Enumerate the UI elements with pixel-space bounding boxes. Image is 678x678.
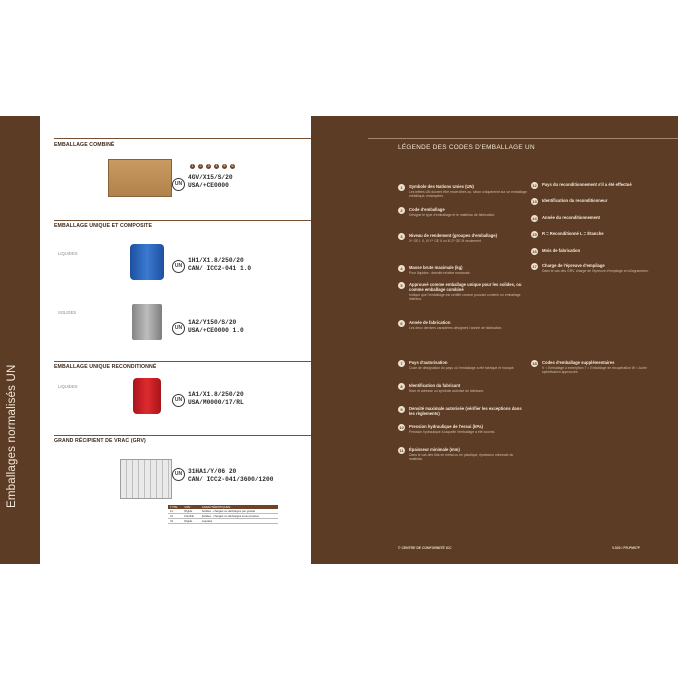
legend-item-title: Charge de l'épreuve d'empilage bbox=[542, 263, 605, 268]
legend-item-title: Approuvé comme emballage unique pour les solides, ou comme emballage combiné bbox=[409, 282, 522, 292]
title-rule bbox=[368, 138, 678, 139]
legend-number-badge: 8 bbox=[398, 383, 405, 390]
legend-item bbox=[398, 207, 528, 217]
subheading-liquids: LIQUIDES bbox=[58, 251, 78, 256]
legend-number-badge: 5 bbox=[398, 282, 405, 289]
section-title-ibc: GRAND RÉCIPIENT DE VRAC (GRV) bbox=[54, 438, 146, 444]
legend-item-title: Année du reconditionnement bbox=[542, 215, 600, 220]
legend-item bbox=[398, 406, 528, 416]
code-line-2: USA/+CE0000 1.0 bbox=[188, 327, 244, 334]
legend-number-badge: 1 bbox=[398, 184, 405, 191]
legend-item-body: Les deux derniers caractères désignent l'année de fabrication. bbox=[409, 326, 503, 330]
legend-item-body: V = Emballage à exemption T = Emballage de récupération W = Autre spécification approuvée. bbox=[542, 366, 647, 375]
footer-copyright: © CENTRE DE CONFORMITÉ ICC bbox=[398, 546, 452, 550]
legend-title: LÉGENDE DES CODES D'EMBALLAGE UN bbox=[398, 144, 535, 151]
legend-number-badge: 18 bbox=[532, 361, 537, 366]
legend-item-body: X* GE I, II, III Y* GE II ou III Z* GE III seulement bbox=[409, 239, 481, 243]
ibc-tote-image bbox=[120, 459, 172, 499]
section-divider bbox=[54, 435, 311, 436]
legend-item-title: Niveau de rendement (groupes d'emballage) bbox=[409, 233, 498, 238]
legend-item-body: Pour liquides : densité relative maximale. bbox=[409, 271, 471, 275]
code-line-1: 1A2/Y150/S/20 bbox=[188, 319, 237, 326]
legend-item bbox=[531, 263, 661, 273]
legend-item bbox=[531, 360, 661, 375]
legend-item-title: Mois de fabrication bbox=[542, 248, 581, 253]
legend-item-body: Les lettres UN doivent être encerclées ou, sinon uniquement sur un emballage métallique, estampées. bbox=[409, 190, 527, 199]
legend-number-badge: 9 bbox=[398, 406, 405, 413]
legend-item-title: Codes d'emballage supplémentaires bbox=[542, 360, 615, 365]
code-line-2: CAN/ ICC2-041/3600/1200 bbox=[188, 476, 274, 483]
legend-item bbox=[398, 447, 528, 462]
callout-numbers: 1 2 3 4 5 6 bbox=[191, 164, 234, 168]
legend-item-title: Pays d'autorisation bbox=[409, 360, 448, 365]
legend-item bbox=[398, 424, 528, 434]
table-header: GRV bbox=[182, 505, 199, 509]
legend-item-body: Code de désignation du pays où l'emballage a été fabriqué et marqué. bbox=[409, 366, 515, 370]
legend-number-badge: 2 bbox=[398, 207, 405, 214]
code-line-1: 1A1/X1.8/250/20 bbox=[188, 391, 244, 398]
legend-item bbox=[398, 383, 528, 393]
legend-item-body: Indique que l'emballage est certifié comme pouvant contenir un emballage intérieur. bbox=[409, 293, 521, 302]
code-line-2: USA/M0000/17/RL bbox=[188, 399, 244, 406]
subheading-solids: SOLIDES bbox=[58, 310, 77, 315]
legend-item bbox=[531, 198, 661, 203]
section-divider bbox=[54, 361, 311, 362]
legend-item bbox=[531, 248, 661, 253]
legend-item bbox=[531, 231, 661, 236]
brochure-spread bbox=[0, 116, 678, 564]
left-page bbox=[40, 116, 311, 564]
legend-number-badge: 13 bbox=[532, 199, 537, 204]
legend-item bbox=[398, 184, 528, 199]
legend-item-body: Nom et adresse ou symbole autorisé du fabricant. bbox=[409, 389, 484, 393]
legend-number-badge: 17 bbox=[532, 264, 537, 269]
ibc-type-table bbox=[168, 505, 278, 524]
legend-item bbox=[531, 215, 661, 220]
code-line-1: 31HA1/Y/06 20 bbox=[188, 468, 237, 475]
legend-item-title: Symbole des Nations Unies (UN) bbox=[409, 184, 474, 189]
section-title-reconditioned: EMBALLAGE UNIQUE RECONDITIONNÉ bbox=[54, 364, 157, 370]
legend-number-badge: 14 bbox=[532, 216, 537, 221]
legend-number-badge: 10 bbox=[399, 425, 404, 430]
code-line-2: USA/+CE0000 bbox=[188, 182, 229, 189]
vertical-title: Emballages normalisés UN bbox=[6, 364, 18, 508]
section-title-single: EMBALLAGE UNIQUE ET COMPOSITE bbox=[54, 223, 153, 229]
subheading-liquids: LIQUIDES bbox=[58, 384, 78, 389]
section-title-combined: EMBALLAGE COMBINÉ bbox=[54, 142, 115, 148]
legend-item-title: Code d'emballage bbox=[409, 207, 445, 212]
legend-item-title: Pays du reconditionnement s'il a été effectué bbox=[542, 182, 632, 187]
metal-pail-image bbox=[132, 304, 162, 340]
un-symbol-icon: UN bbox=[172, 394, 185, 407]
un-symbol-icon: UN bbox=[172, 322, 185, 335]
legend-item bbox=[398, 282, 528, 302]
table-row: 31 Rigide Liquides bbox=[168, 519, 278, 524]
code-line-1: 1H1/X1.8/250/20 bbox=[188, 257, 244, 264]
legend-item bbox=[398, 320, 528, 330]
legend-item bbox=[531, 182, 661, 187]
legend-item-body: Pression hydraulique à laquelle l'emballage a été soumis. bbox=[409, 430, 496, 434]
legend-item-title: Identification du fabricant bbox=[409, 383, 461, 388]
code-line-1: 4GV/X15/S/20 bbox=[188, 174, 233, 181]
table-header: CARACTÉRISTIQUES bbox=[200, 505, 278, 509]
cardboard-box-image bbox=[108, 159, 172, 197]
legend-number-badge: 7 bbox=[398, 360, 405, 367]
table-row: 11 Rigide Solides - chargés ou déchargés par gravité bbox=[168, 509, 278, 514]
un-symbol-icon: UN bbox=[172, 260, 185, 273]
legend-number-badge: 16 bbox=[532, 249, 537, 254]
legend-item-body: Dans le cas des fûts en métal ou en plastique, épaisseur minimale du matériau. bbox=[409, 453, 514, 462]
legend-number-badge: 4 bbox=[398, 265, 405, 272]
legend-item-title: Pression hydraulique de l'essai (kPa) bbox=[409, 424, 483, 429]
legend-item-title: Identification du reconditionneur bbox=[542, 198, 608, 203]
legend-number-badge: 6 bbox=[398, 320, 405, 327]
legend-number-badge: 11 bbox=[399, 448, 404, 453]
table-header: TYPE bbox=[168, 505, 182, 509]
legend-item-title: R = Reconditionné L = Étanche bbox=[542, 231, 604, 236]
code-line-2: CAN/ ICC2-041 1.0 bbox=[188, 265, 252, 272]
legend-number-badge: 12 bbox=[532, 183, 537, 188]
legend-item-body: Désigne le type d'emballage et le matériau de fabrication. bbox=[409, 213, 496, 217]
table-row: 21 Flexible Solides - chargés ou déchargés sous pression bbox=[168, 514, 278, 519]
legend-item-body: Dans le cas des GRV, charge de l'épreuve d'empilage en kilogrammes. bbox=[542, 269, 649, 273]
legend-item-title: Épaisseur minimale (mm) bbox=[409, 447, 460, 452]
legend-number-badge: 3 bbox=[398, 233, 405, 240]
legend-item-title: Année de fabrication bbox=[409, 320, 451, 325]
un-symbol-icon: UN bbox=[172, 178, 185, 191]
legend-item bbox=[398, 360, 528, 370]
blue-plastic-drum-image bbox=[130, 244, 164, 280]
legend-number-badge: 15 bbox=[532, 232, 537, 237]
legend-item-title: Densité maximale autorisée (vérifier les exceptions dans les règlements) bbox=[409, 406, 522, 416]
red-drum-image bbox=[133, 378, 161, 414]
un-symbol-icon: UN bbox=[172, 468, 185, 481]
section-divider bbox=[54, 138, 311, 139]
legend-item bbox=[398, 233, 528, 243]
legend-item-title: Masse brute maximale (kg) bbox=[409, 265, 463, 270]
section-divider bbox=[54, 220, 311, 221]
legend-item bbox=[398, 265, 528, 275]
footer-code: V.023 / FR-PM07F bbox=[612, 546, 640, 550]
